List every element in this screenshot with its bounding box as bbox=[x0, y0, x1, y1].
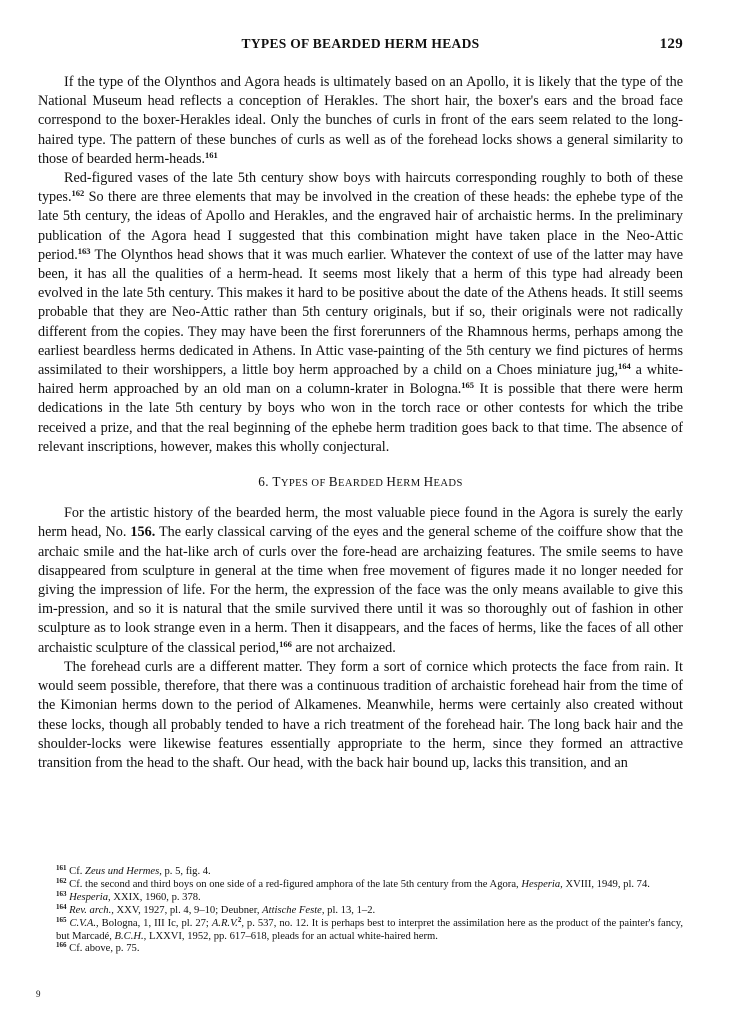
footnote bbox=[38, 915, 684, 944]
footnote-italic: Hesperia, bbox=[69, 891, 111, 903]
footnote bbox=[38, 889, 683, 905]
footnote bbox=[38, 876, 683, 892]
footnote bbox=[38, 866, 683, 879]
footnote-text: , p. 537, no. 12. It is perhaps best to interpret the assimilation here as the product of the painter's fancy, but Marcadé, bbox=[56, 917, 684, 942]
footnote-ref: 165 bbox=[461, 380, 475, 391]
footnote-text: XXV, 1927, pl. 4, 9–10; Deubner, bbox=[113, 904, 263, 916]
footnote-number: 163 bbox=[56, 889, 67, 898]
paragraph-text: If the type of the Olynthos and Agora heads is ultimately based on an Apollo, it is likely that the type of the National Museum head reflects a conception of Herakles. The short hair, the boxer's ears and the broad face correspond to the boxer-Herakles ideal. Only the bunches of curls in front of the ears seem related to the long-haired type. The pattern of these bunches of curls as well as of the forehead locks shows a general similarity to those of bearded herm-heads. bbox=[38, 74, 683, 167]
heading-smallcaps: ERM bbox=[396, 478, 424, 490]
paragraph-text: are not archaized. bbox=[291, 639, 396, 656]
signature-mark: 9 bbox=[36, 989, 41, 999]
heading-cap: H bbox=[386, 474, 397, 490]
edition-superscript: 2 bbox=[237, 915, 242, 924]
footnote-italic: B.C.H., bbox=[114, 930, 147, 942]
section-heading bbox=[38, 472, 683, 493]
footnote bbox=[38, 902, 683, 918]
footnote-ref: 161 bbox=[205, 149, 218, 160]
footnote-ref: 162 bbox=[71, 188, 85, 199]
paragraph bbox=[38, 658, 683, 773]
footnote-ref: 163 bbox=[77, 245, 91, 256]
footnote-text: Bologna, 1, III Ic, pl. 27; bbox=[98, 917, 212, 929]
footnote-italic: Hesperia, bbox=[521, 878, 563, 890]
heading-smallcaps: YPES OF bbox=[280, 478, 329, 490]
footnote-text: Cf. above, p. 75. bbox=[69, 943, 140, 955]
footnote-text: LXXVI, 1952, pp. 617–618, pleads for an actual white-haired herm. bbox=[146, 930, 438, 942]
footnote-number: 162 bbox=[56, 876, 67, 885]
paragraph-text: Red-figured vases of the late 5th century show boys with haircuts corresponding roughly to both of these types. bbox=[38, 170, 683, 206]
footnote-italic: A.R.V. bbox=[211, 917, 238, 929]
heading-cap: T bbox=[272, 474, 281, 490]
footnote-text: pl. 13, 1–2. bbox=[324, 904, 376, 916]
running-head-title: TYPES OF BEARDED HERM HEADS bbox=[241, 36, 480, 51]
footnote-italic: Attische Feste, bbox=[262, 904, 325, 916]
footnote bbox=[38, 943, 683, 956]
paragraph-text: The forehead curls are a different matter. They form a sort of cornice which protects the face from rain. It would seem possible, therefore, that there was a continuous tradition of archaistic forehead hair from the time of the Kimonian herms down to the period of Alkamenes. Meanwhile, herms were certainly also created without these locks, though all probably tended to have a rich treatment of the forehead hair. The long back hair and the shoulder-locks were likewise features essentially appropriate to the herm, since they formed an attractive transition from the head to the shaft. Our head, with the back hair bound up, lacks this transition, and an bbox=[38, 658, 683, 771]
paragraph bbox=[38, 73, 683, 169]
footnote-number: 165 bbox=[56, 915, 67, 924]
footnote-number: 161 bbox=[56, 864, 67, 872]
footnote-text: , p. 5, fig. 4. bbox=[159, 866, 211, 877]
paragraph bbox=[38, 169, 683, 457]
footnote-italic: C.V.A., bbox=[69, 917, 99, 929]
heading-smallcaps: EADS bbox=[433, 478, 463, 490]
paragraph-text: The early classical carving of the eyes and the general scheme of the coiffure show that the archaic smile and the hat-like arch of curls over the fore-head are archaizing features. The smile seems to have disappeared from sculpture in general at the time when free movement of figures made it no longer needed for giving the impression of life. For the herm, the expression of the face was the only means available to give this im-pression, and so it is natural that the smile survived there until it was so thoroughly out of fashion in other sculpture as to look strange even in a herm. Then it disappears, and the faces of herms, like the faces of all other archaistic sculpture of the classical period, bbox=[38, 524, 683, 656]
footnote-italic: Rev. arch., bbox=[69, 904, 114, 916]
paragraph-text: It is possible that there were herm dedications in the late 5th century by boys who won in the torch race or other contests for which the tribe received a prize, and that the real beginning of the ephebe herm tradition goes back to that time. The absence of relevant inscriptions, however, makes this wholly conjectural. bbox=[38, 381, 683, 455]
heading-cap: H bbox=[423, 474, 434, 490]
footnote-text: XXIX, 1960, p. 378. bbox=[110, 891, 201, 903]
footnote-text: XVIII, 1949, pl. 74. bbox=[562, 878, 650, 890]
footnote-italic: Zeus und Hermes bbox=[85, 866, 160, 877]
catalogue-number: 156. bbox=[130, 524, 156, 541]
footnote-number: 166 bbox=[56, 941, 67, 950]
section-number: 6. bbox=[258, 474, 269, 490]
paragraph-text: For the artistic history of the bearded herm, the most valuable piece found in the Agora is surely the early herm head, No. bbox=[38, 505, 683, 541]
paragraph-text: So there are three elements that may be involved in the creation of these heads: the ephebe type of the late 5th century, the ideas of Apollo and Herakles, and the engraved hair of archaistic herms. In the preliminary publication of the Agora head I suggested that this combination might have taken place in the Neo-Attic period. bbox=[38, 189, 683, 263]
footnote-number: 164 bbox=[56, 902, 67, 911]
main-text bbox=[38, 73, 683, 773]
heading-smallcaps: EARDED bbox=[338, 478, 387, 490]
paragraph-text: The Olynthos head shows that it was much earlier. Whatever the context of use of the latter may have been, it has all the qualities of a herm-head. It seems most likely that a herm of this type had already been evolved in the late 5th century. This makes it hard to be positive about the date of the Athens heads. It still seems probable that they are Neo-Attic rather than 5th century originals, but if so, their originals were not radically different from the copies. They may have been the first forerunners of the Rhamnous herms, perhaps among the earliest beardless herms dedicated in Athens. In Attic vase-painting of the 5th century we find pictures of herms assimilated to their worshippers, a little boy herm approached by a child on a Choes miniature jug, bbox=[38, 246, 683, 379]
footnote-ref: 164 bbox=[618, 361, 631, 372]
paragraph bbox=[38, 504, 683, 658]
footnote-text: Cf. the second and third boys on one side of a red-figured amphora of the late 5th century from the Agora, bbox=[69, 878, 522, 890]
paragraph-text: a white-haired herm approached by an old man on a column-krater in Bologna. bbox=[38, 362, 684, 398]
footnotes bbox=[38, 866, 683, 956]
page-number: 129 bbox=[659, 36, 683, 52]
footnote-text: Cf. bbox=[69, 866, 86, 877]
heading-cap: B bbox=[328, 474, 338, 490]
footnote-ref: 166 bbox=[279, 638, 292, 649]
